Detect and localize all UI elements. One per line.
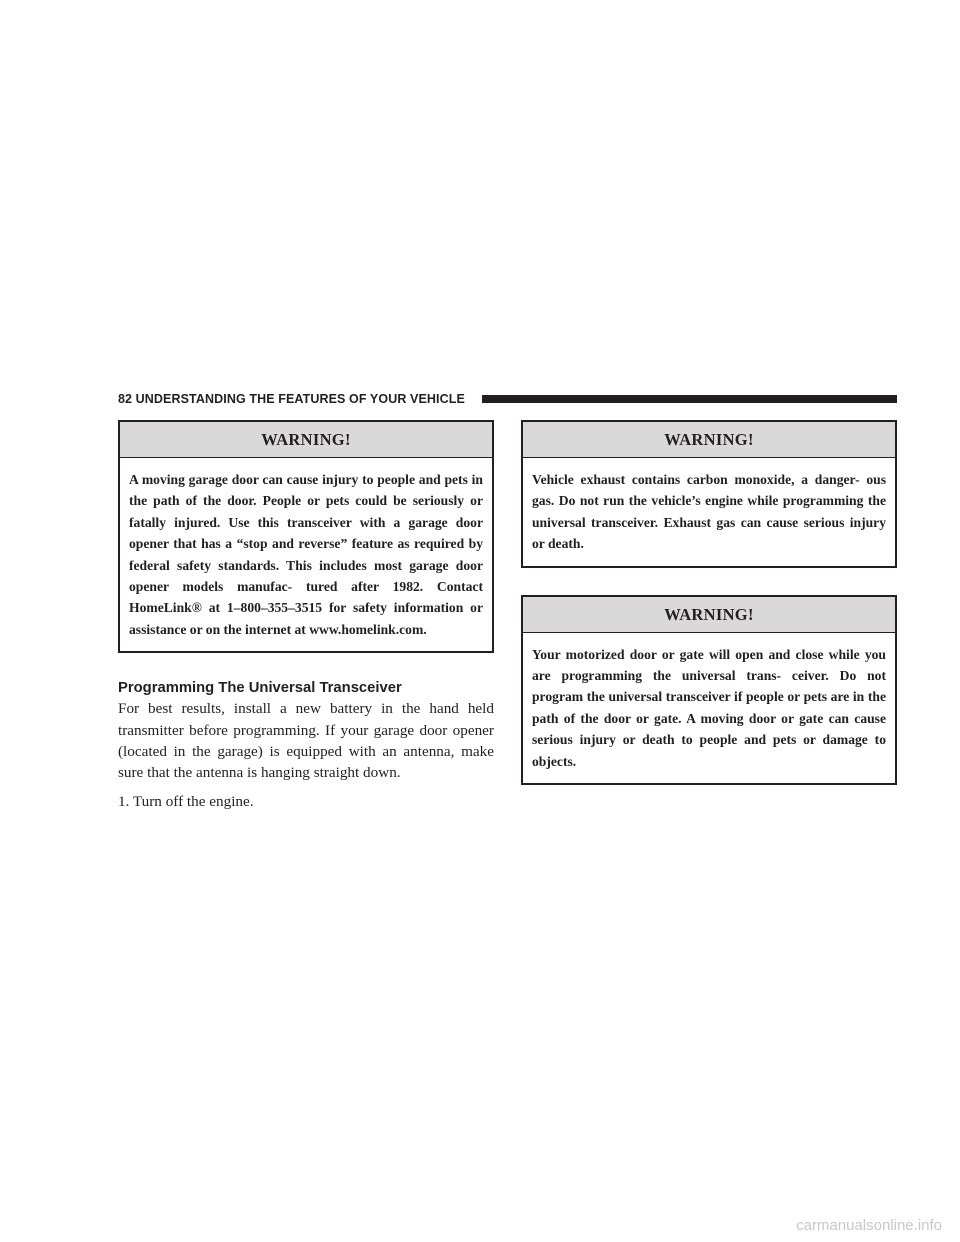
warning-body: A moving garage door can cause injury to people and pets in the path of the door. People or pets could be seriously or fatally injured. Use this transceiver with a garage door opener that has a “stop and reverse” feature as required by federal safety standards. This includes most garage door opener models manufac- tured after 1982. Contact HomeLink® at 1–800–355–3515 for safety information or assistance or on the internet at www.homelink.com. xyxy=(129,472,483,637)
section-heading: Programming The Universal Transceiver xyxy=(118,680,402,697)
left-column xyxy=(118,420,494,812)
warning-box-exhaust xyxy=(521,420,897,568)
warning-body: Vehicle exhaust contains carbon monoxide, a danger- ous gas. Do not run the vehicle’s engine while programming the universal transceiver. Exhaust gas can cause serious injury or death. xyxy=(532,472,886,552)
page-header xyxy=(118,391,897,407)
warning-title: WARNING! xyxy=(120,422,492,458)
warning-title: WARNING! xyxy=(523,597,895,633)
header-rule xyxy=(482,395,897,403)
warning-box-motorized-door xyxy=(521,595,897,785)
warning-body: Your motorized door or gate will open and close while you are programming the universal trans- ceiver. Do not program the universal transceiver if people or pets are in the path of the door or gate. A moving door or gate can cause serious injury or death to people and pets or damage to objects. xyxy=(532,646,886,769)
watermark: carmanualsonline.info xyxy=(796,1217,942,1234)
step-item: 1. Turn off the engine. xyxy=(118,792,254,810)
warning-box-garage-door xyxy=(118,420,494,653)
right-column xyxy=(521,420,897,785)
warning-title: WARNING! xyxy=(523,422,895,458)
body-paragraph: For best results, install a new battery in the hand held transmitter before programming. If your garage door opener (located in the garage) is equipped with an antenna, make sure that the antenna is hanging straight down. xyxy=(118,700,494,782)
page-header-title: 82 UNDERSTANDING THE FEATURES OF YOUR VEHICLE xyxy=(118,392,465,406)
